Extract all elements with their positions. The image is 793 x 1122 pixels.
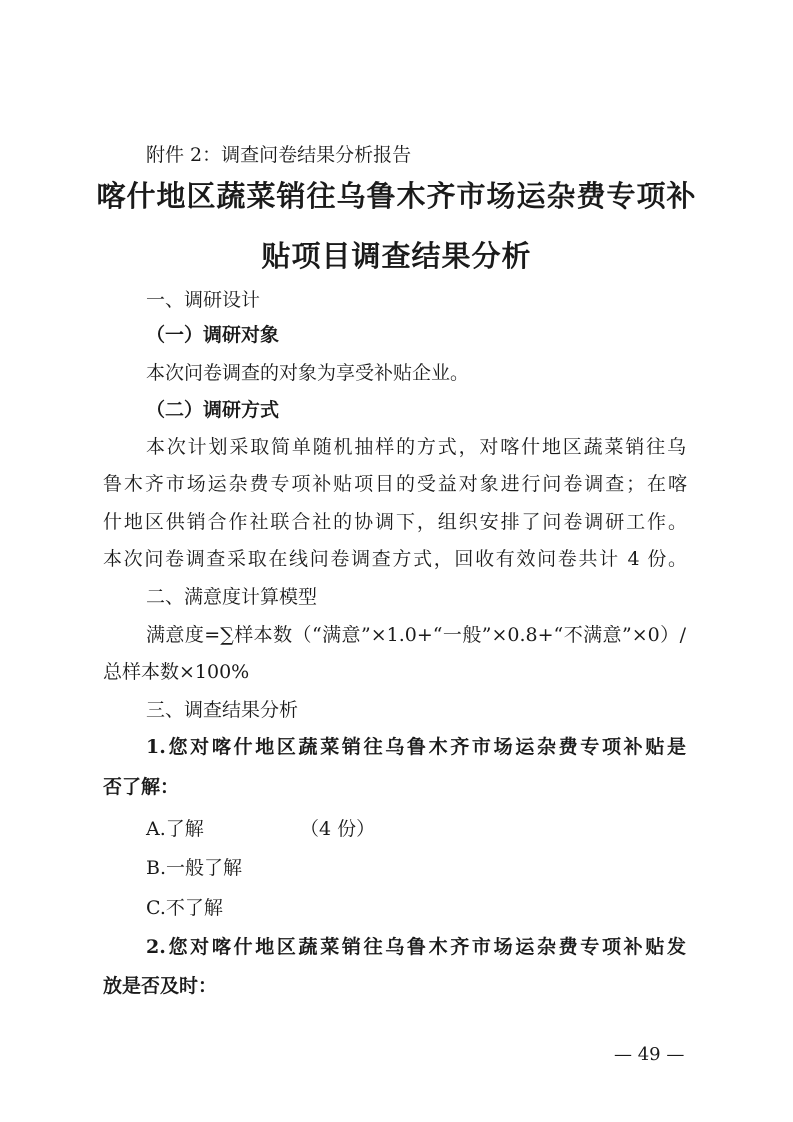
paragraph-line: 本次计划采取简单随机抽样的方式，对喀什地区蔬菜销往乌 <box>146 436 686 458</box>
subsection-text-1: 本次问卷调查的对象为享受补贴企业。 <box>146 362 470 384</box>
question-2: 2.您对喀什地区蔬菜销往乌鲁木齐市场运杂费专项补贴发 <box>146 936 686 958</box>
q1-option-b: B.一般了解 <box>146 857 243 879</box>
section-heading-1: 一、调研设计 <box>146 289 261 311</box>
paragraph-line: 鲁木齐市场运杂费专项补贴项目的受益对象进行问卷调查；在喀 <box>103 473 687 495</box>
formula-line: 满意度=∑样本数（“满意”×1.0+“一般”×0.8+“不满意”×0）/ <box>146 624 686 646</box>
q1-option-a: A.了解 <box>146 818 204 840</box>
section-heading-2: 二、满意度计算模型 <box>146 586 318 608</box>
page-number: — 49 — <box>614 1044 685 1065</box>
question-2-cont: 放是否及时： <box>103 975 218 997</box>
attachment-header: 附件 2：调查问卷结果分析报告 <box>146 144 412 166</box>
subsection-heading-2: （二）调研方式 <box>146 399 280 421</box>
paragraph-line: 什地区供销合作社联合社的协调下，组织安排了问卷调研工作。 <box>103 511 687 533</box>
paragraph-line: 本次问卷调查采取在线问卷调查方式，回收有效问卷共计 4 份。 <box>103 548 687 570</box>
q1-option-a-count: （4 份） <box>300 818 376 840</box>
formula-line: 总样本数×100% <box>103 661 250 683</box>
question-1-cont: 否了解： <box>103 776 180 798</box>
q1-option-c: C.不了解 <box>146 897 223 919</box>
subsection-heading-1: （一）调研对象 <box>146 324 280 346</box>
section-heading-3: 三、调查结果分析 <box>146 699 299 721</box>
question-1: 1.您对喀什地区蔬菜销往乌鲁木齐市场运杂费专项补贴是 <box>146 736 686 758</box>
page-title-line2: 贴项目调查结果分析 <box>261 239 532 273</box>
page-title-line1: 喀什地区蔬菜销往乌鲁木齐市场运杂费专项补 <box>96 179 697 213</box>
